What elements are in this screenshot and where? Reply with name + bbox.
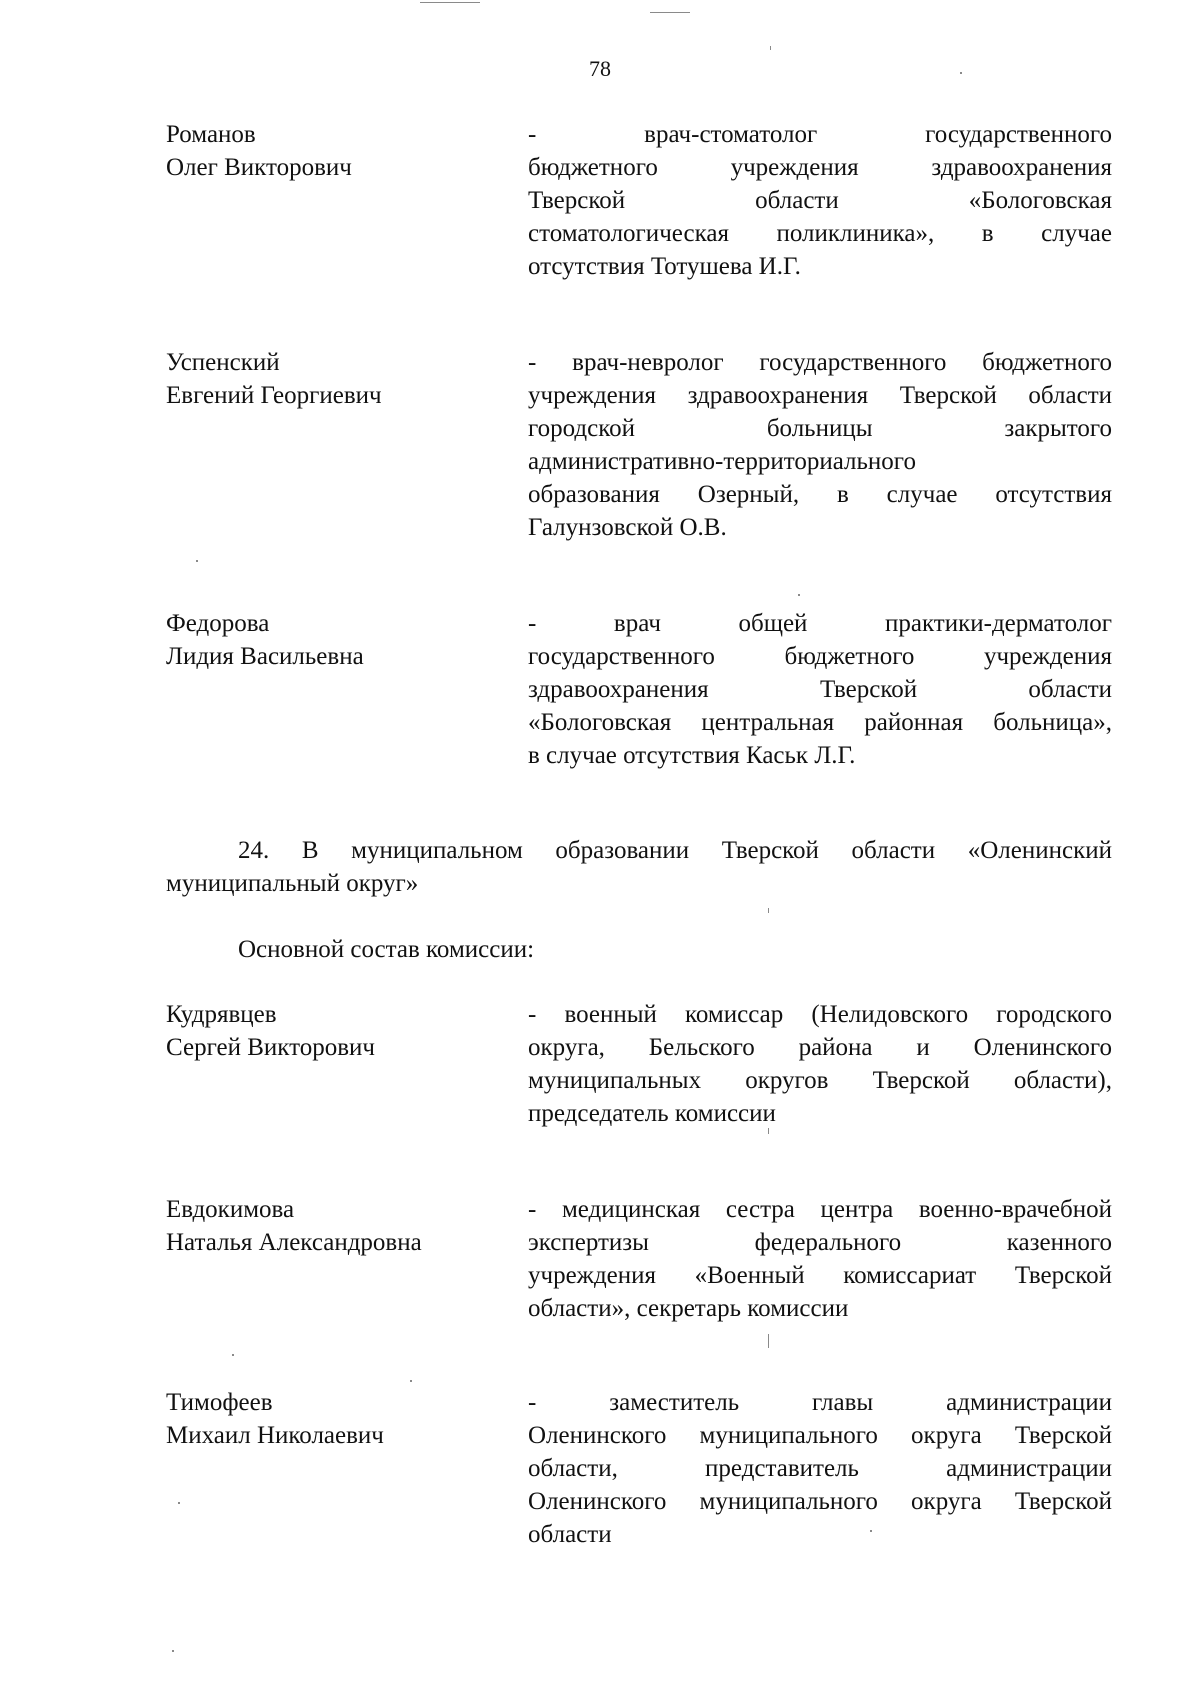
scan-speck: [960, 72, 962, 74]
role-line: учреждения здравоохранения Тверской области: [528, 382, 1112, 409]
member-surname: Романов: [166, 121, 256, 148]
role-line: Тверской области «Бологовская: [528, 187, 1112, 214]
member-given-names: Михаил Николаевич: [166, 1422, 384, 1449]
role-line: бюджетного учреждения здравоохранения: [528, 154, 1112, 181]
role-line: образования Озерный, в случае отсутствия: [528, 481, 1112, 508]
scan-speck: [410, 1380, 412, 1382]
member-name: [166, 607, 496, 673]
role-line: в случае отсутствия Каськ Л.Г.: [528, 742, 856, 769]
scan-speck: [196, 560, 198, 562]
member-given-names: Олег Викторович: [166, 154, 352, 181]
page-number: 78: [589, 56, 611, 81]
role-line: округа, Бельского района и Оленинского: [528, 1034, 1112, 1061]
member-surname: Успенский: [166, 349, 280, 376]
scan-speck: [768, 908, 769, 913]
role-line: - врач общей практики-дерматолог: [528, 610, 1112, 637]
member-role: [528, 1193, 1112, 1325]
role-line: стоматологическая поликлиника», в случае: [528, 220, 1112, 247]
role-line: экспертизы федерального казенного: [528, 1229, 1112, 1256]
role-line: городской больницы закрытого: [528, 415, 1112, 442]
scan-speck: [870, 1530, 872, 1532]
role-line: председатель комиссии: [528, 1100, 776, 1127]
section-heading-line: муниципальный округ»: [166, 870, 419, 897]
role-line: «Бологовская центральная районная больница»,: [528, 709, 1112, 736]
role-line: Оленинского муниципального округа Тверской: [528, 1422, 1112, 1449]
scan-speck: [768, 1334, 769, 1348]
scan-speck: [770, 46, 771, 50]
role-line: Оленинского муниципального округа Тверской: [528, 1488, 1112, 1515]
role-line: области, представитель администрации: [528, 1455, 1112, 1482]
role-line: Галунзовской О.В.: [528, 514, 727, 541]
member-given-names: Лидия Васильевна: [166, 643, 364, 670]
scan-speck: [178, 1502, 180, 1504]
scan-speck: [172, 1650, 174, 1652]
member-given-names: Наталья Александровна: [166, 1229, 422, 1256]
member-surname: Кудрявцев: [166, 1001, 277, 1028]
role-line: области», секретарь комиссии: [528, 1295, 849, 1322]
role-line: области: [528, 1521, 612, 1548]
role-line: государственного бюджетного учреждения: [528, 643, 1112, 670]
role-line: отсутствия Тотушева И.Г.: [528, 253, 801, 280]
scan-speck: [768, 1128, 769, 1134]
scan-speck: [232, 1354, 234, 1356]
member-surname: Федорова: [166, 610, 270, 637]
member-name: [166, 118, 496, 184]
member-given-names: Сергей Викторович: [166, 1034, 375, 1061]
commission-subheading: Основной состав комиссии:: [238, 936, 535, 963]
member-role: [528, 998, 1112, 1130]
role-line: - врач-невролог государственного бюджетного: [528, 349, 1112, 376]
member-name: [166, 998, 496, 1064]
member-surname: Тимофеев: [166, 1389, 273, 1416]
member-surname: Евдокимова: [166, 1196, 295, 1223]
member-role: [528, 607, 1112, 772]
role-line: муниципальных округов Тверской области),: [528, 1067, 1112, 1094]
member-name: [166, 1386, 496, 1452]
role-line: административно-территориального: [528, 448, 916, 475]
member-name: [166, 1193, 496, 1259]
member-given-names: Евгений Георгиевич: [166, 382, 382, 409]
member-role: [528, 1386, 1112, 1551]
role-line: учреждения «Военный комиссариат Тверской: [528, 1262, 1112, 1289]
member-name: [166, 346, 496, 412]
role-line: здравоохранения Тверской области: [528, 676, 1112, 703]
scan-speck: [420, 2, 480, 3]
section-heading-line: 24. В муниципальном образовании Тверской области «Оленинский: [238, 837, 1112, 864]
section-heading: [166, 834, 1112, 900]
role-line: - врач-стоматолог государственного: [528, 121, 1112, 148]
scan-speck: [798, 594, 800, 596]
role-line: - заместитель главы администрации: [528, 1389, 1112, 1416]
member-role: [528, 346, 1112, 544]
role-line: - военный комиссар (Нелидовского городского: [528, 1001, 1112, 1028]
scan-speck: [650, 12, 690, 13]
role-line: - медицинская сестра центра военно-врачебной: [528, 1196, 1112, 1223]
member-role: [528, 118, 1112, 283]
